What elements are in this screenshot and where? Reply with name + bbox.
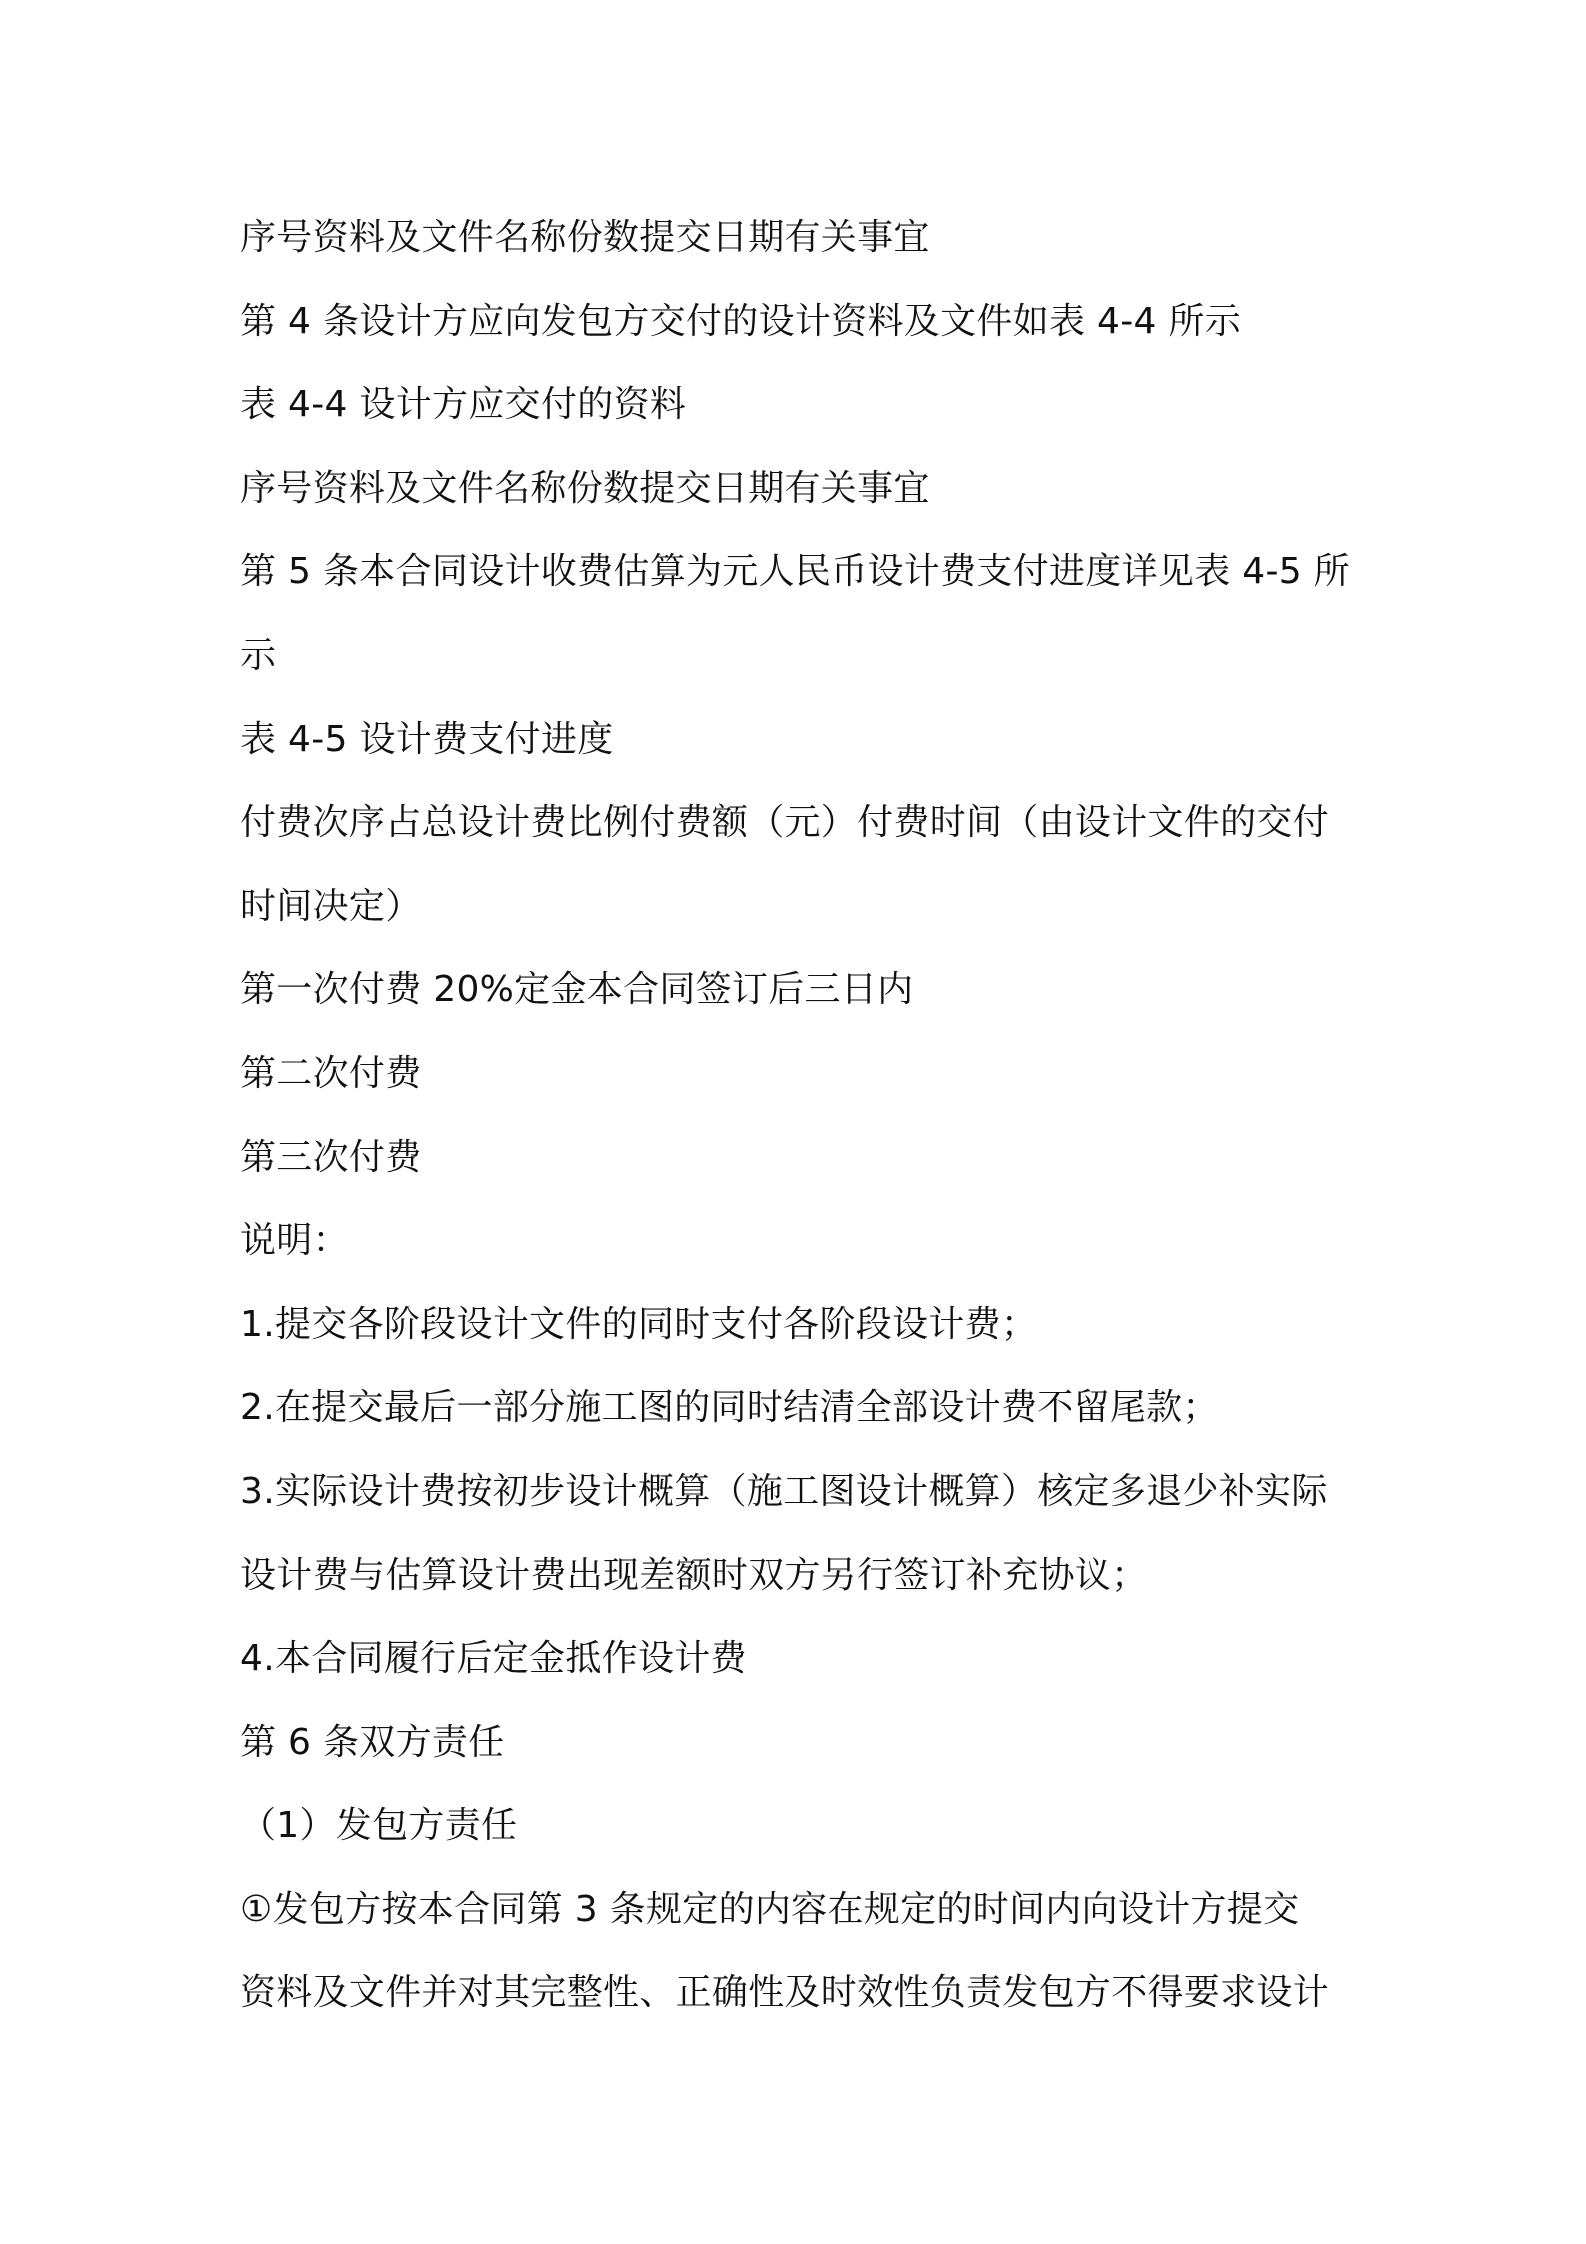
clause-5-text: 第 5 条本合同设计收费估算为元人民币设计费支付进度详见表 4-5 所 — [240, 551, 1350, 593]
notes-heading: 说明： — [240, 1220, 349, 1262]
responsibility-item-continued: 资料及文件并对其完整性、正确性及时效性负责发包方不得要求设计 — [240, 1972, 1330, 2014]
table-4-5-title: 表 4-5 设计费支付进度 — [240, 718, 614, 760]
note-item: 2.在提交最后一部分施工图的同时结清全部设计费不留尾款； — [240, 1387, 1219, 1429]
clause-6-heading: 第 6 条双方责任 — [240, 1721, 505, 1763]
payment-table-header: 付费次序占总设计费比例付费额（元）付费时间（由设计文件的交付 — [240, 802, 1330, 844]
payment-row-1: 第一次付费 20%定金本合同签订后三日内 — [240, 969, 914, 1011]
note-item: 1.提交各阶段设计文件的同时支付各阶段设计费； — [240, 1303, 1038, 1345]
payment-row-3: 第三次付费 — [240, 1136, 422, 1178]
clause-5-text-continued: 示 — [240, 634, 277, 676]
document-body — [240, 196, 1358, 2035]
note-item: 3.实际设计费按初步设计概算（施工图设计概算）核定多退少补实际 — [240, 1470, 1328, 1512]
payment-table-header-continued: 时间决定） — [240, 885, 422, 927]
subsection-heading: （1）发包方责任 — [240, 1805, 518, 1847]
note-item: 4.本合同履行后定金抵作设计费 — [240, 1638, 747, 1680]
responsibility-item: ①发包方按本合同第 3 条规定的内容在规定的时间内向设计方提交 — [240, 1888, 1300, 1930]
payment-row-2: 第二次付费 — [240, 1052, 422, 1094]
clause-4-text: 第 4 条设计方应向发包方交付的设计资料及文件如表 4-4 所示 — [240, 300, 1242, 342]
table-4-4-title: 表 4-4 设计方应交付的资料 — [240, 384, 687, 426]
table-header-line: 序号资料及文件名称份数提交日期有关事宜 — [240, 217, 930, 258]
table-header-line: 序号资料及文件名称份数提交日期有关事宜 — [240, 467, 930, 509]
note-item-continued: 设计费与估算设计费出现差额时双方另行签订补充协议； — [240, 1554, 1148, 1596]
